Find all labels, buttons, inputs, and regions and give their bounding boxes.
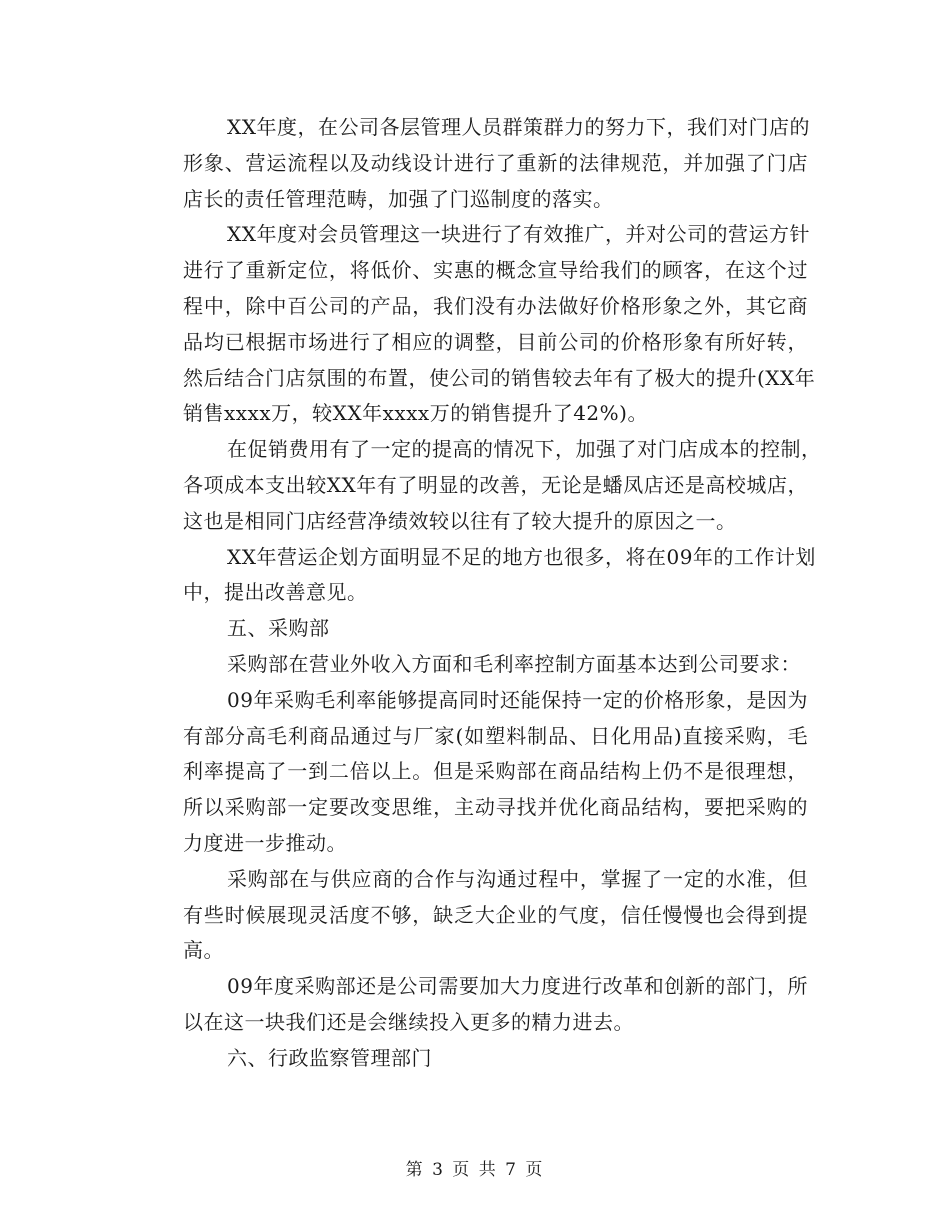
- paragraph-3: [143, 432, 822, 539]
- text-line: 利率提高了一到二倍以上。但是采购部在商品结构上仍不是很理想，: [183, 759, 808, 784]
- text-line: XX年度，在公司各层管理人员群策群力的努力下，我们对门店的: [227, 115, 810, 139]
- text-line: 有部分高毛利商品通过与厂家(如塑料制品、日化用品)直接采购，毛: [183, 723, 808, 748]
- text-line: 这也是相同门店经营净绩效较以往有了较大提升的原因之一。: [183, 508, 737, 533]
- text-line: XX年营运企划方面明显不足的地方也很多，将在09年的工作计划: [227, 544, 816, 569]
- paragraph-6: [143, 683, 808, 862]
- text-line: 然后结合门店氛围的布置，使公司的销售较去年有了极大的提升(XX年: [183, 365, 816, 390]
- document-body: [143, 110, 822, 1077]
- text-line: 09年度采购部还是公司需要加大力度进行改革和创新的部门，所: [227, 974, 808, 999]
- text-line: 采购部在营业外收入方面和毛利率控制方面基本达到公司要求：: [227, 651, 801, 676]
- paragraph-7: [143, 862, 808, 969]
- text-line: 店长的责任管理范畴，加强了门巡制度的落实。: [183, 186, 614, 211]
- paragraph-8: [143, 969, 808, 1041]
- text-line: 09年采购毛利率能够提高同时还能保持一定的价格形象，是因为: [227, 687, 808, 712]
- text-line: 销售xxxx万，较XX年xxxx万的销售提升了42%)。: [183, 401, 648, 426]
- section-heading-admin: [143, 1041, 808, 1077]
- text-line: 形象、营运流程以及动线设计进行了重新的法律规范，并加强了门店: [183, 150, 808, 175]
- text-line: XX年度对会员管理这一块进行了有效推广，并对公司的营运方针: [227, 222, 810, 247]
- text-line: 程中，除中百公司的产品，我们没有办法做好价格形象之外，其它商: [183, 293, 808, 318]
- text-line: 进行了重新定位，将低价、实惠的概念宣导给我们的顾客，在这个过: [183, 258, 808, 283]
- text-line: 中，提出改善意见。: [183, 580, 368, 605]
- section-heading-purchasing: [143, 611, 808, 647]
- text-line: 高。: [183, 938, 224, 963]
- text-line: 品均已根据市场进行了相应的调整，目前公司的价格形象有所好转，: [183, 329, 808, 354]
- paragraph-2: [143, 217, 816, 432]
- section-heading: 六、行政监察管理部门: [227, 1045, 432, 1070]
- text-line: 以在这一块我们还是会继续投入更多的精力进去。: [183, 1009, 634, 1034]
- text-line: 有些时候展现灵活度不够，缺乏大企业的气度，信任慢慢也会得到提: [183, 902, 808, 927]
- paragraph-5: [143, 647, 808, 683]
- text-line: 采购部在与供应商的合作与沟通过程中，掌握了一定的水准，但: [227, 866, 808, 891]
- paragraph-1: [143, 110, 808, 217]
- paragraph-4: [143, 540, 816, 612]
- text-line: 力度进一步推动。: [183, 830, 347, 855]
- text-line: 在促销费用有了一定的提高的情况下，加强了对门店成本的控制，: [227, 437, 822, 462]
- text-line: 各项成本支出较XX年有了明显的改善，无论是蟠凤店还是高校城店，: [183, 472, 808, 497]
- text-line: 所以采购部一定要改变思维，主动寻找并优化商品结构，要把采购的: [183, 795, 808, 820]
- section-heading: 五、采购部: [227, 616, 330, 641]
- page-number: 第 3 页 共 7 页: [405, 1160, 545, 1180]
